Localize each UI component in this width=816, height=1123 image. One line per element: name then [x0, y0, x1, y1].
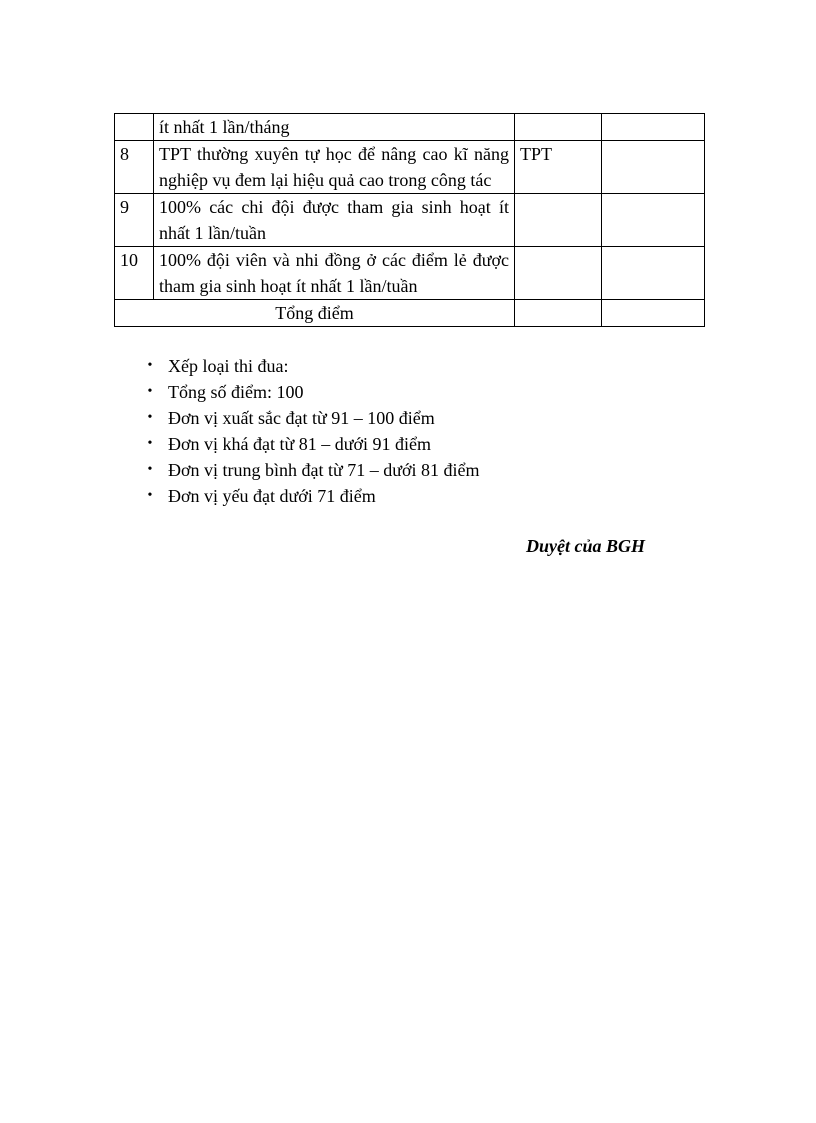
bullet-icon: •: [147, 462, 153, 477]
list-item: [147, 405, 480, 431]
row-number: [115, 114, 154, 141]
score-cell: [602, 247, 705, 300]
responsible-cell: [515, 114, 602, 141]
criterion-text: 100% các chi đội được tham gia sinh hoạt ít nhất 1 lần/tuần: [154, 194, 515, 247]
responsible-cell: [515, 194, 602, 247]
total-responsible-cell: [515, 300, 602, 327]
table-row: [115, 114, 705, 141]
list-item: [147, 457, 480, 483]
rating-list: [147, 353, 480, 509]
criterion-text: ít nhất 1 lần/tháng: [154, 114, 515, 141]
total-row: [115, 300, 705, 327]
list-item-text: Xếp loại thi đua:: [168, 356, 289, 376]
list-item: [147, 379, 480, 405]
score-cell: [602, 194, 705, 247]
list-item-text: Tổng số điểm: 100: [168, 382, 304, 402]
total-label: Tổng điểm: [115, 300, 515, 327]
approval-signature-label: Duyệt của BGH: [526, 536, 645, 556]
list-item-text: Đơn vị yếu đạt dưới 71 điểm: [168, 486, 376, 506]
row-number: 8: [115, 141, 154, 194]
total-score-cell: [602, 300, 705, 327]
bullet-icon: •: [147, 436, 153, 451]
list-item: [147, 483, 480, 509]
list-item: [147, 353, 480, 379]
score-cell: [602, 141, 705, 194]
bullet-icon: •: [147, 410, 153, 425]
bullet-icon: •: [147, 358, 153, 373]
list-item-text: Đơn vị trung bình đạt từ 71 – dưới 81 điểm: [168, 460, 480, 480]
table-row: [115, 141, 705, 194]
list-item-text: Đơn vị khá đạt từ 81 – dưới 91 điểm: [168, 434, 432, 454]
bullet-icon: •: [147, 488, 153, 503]
list-item: [147, 431, 480, 457]
table-row: [115, 247, 705, 300]
criterion-text: 100% đội viên và nhi đồng ở các điểm lẻ được tham gia sinh hoạt ít nhất 1 lần/tuần: [154, 247, 515, 300]
responsible-cell: [515, 247, 602, 300]
row-number: 10: [115, 247, 154, 300]
responsible-cell: TPT: [515, 141, 602, 194]
criteria-table: [114, 113, 705, 327]
bullet-icon: •: [147, 384, 153, 399]
row-number: 9: [115, 194, 154, 247]
table-row: [115, 194, 705, 247]
criterion-text: TPT thường xuyên tự học để nâng cao kĩ năng nghiệp vụ đem lại hiệu quả cao trong công tác: [154, 141, 515, 194]
score-cell: [602, 114, 705, 141]
list-item-text: Đơn vị xuất sắc đạt từ 91 – 100 điểm: [168, 408, 435, 428]
